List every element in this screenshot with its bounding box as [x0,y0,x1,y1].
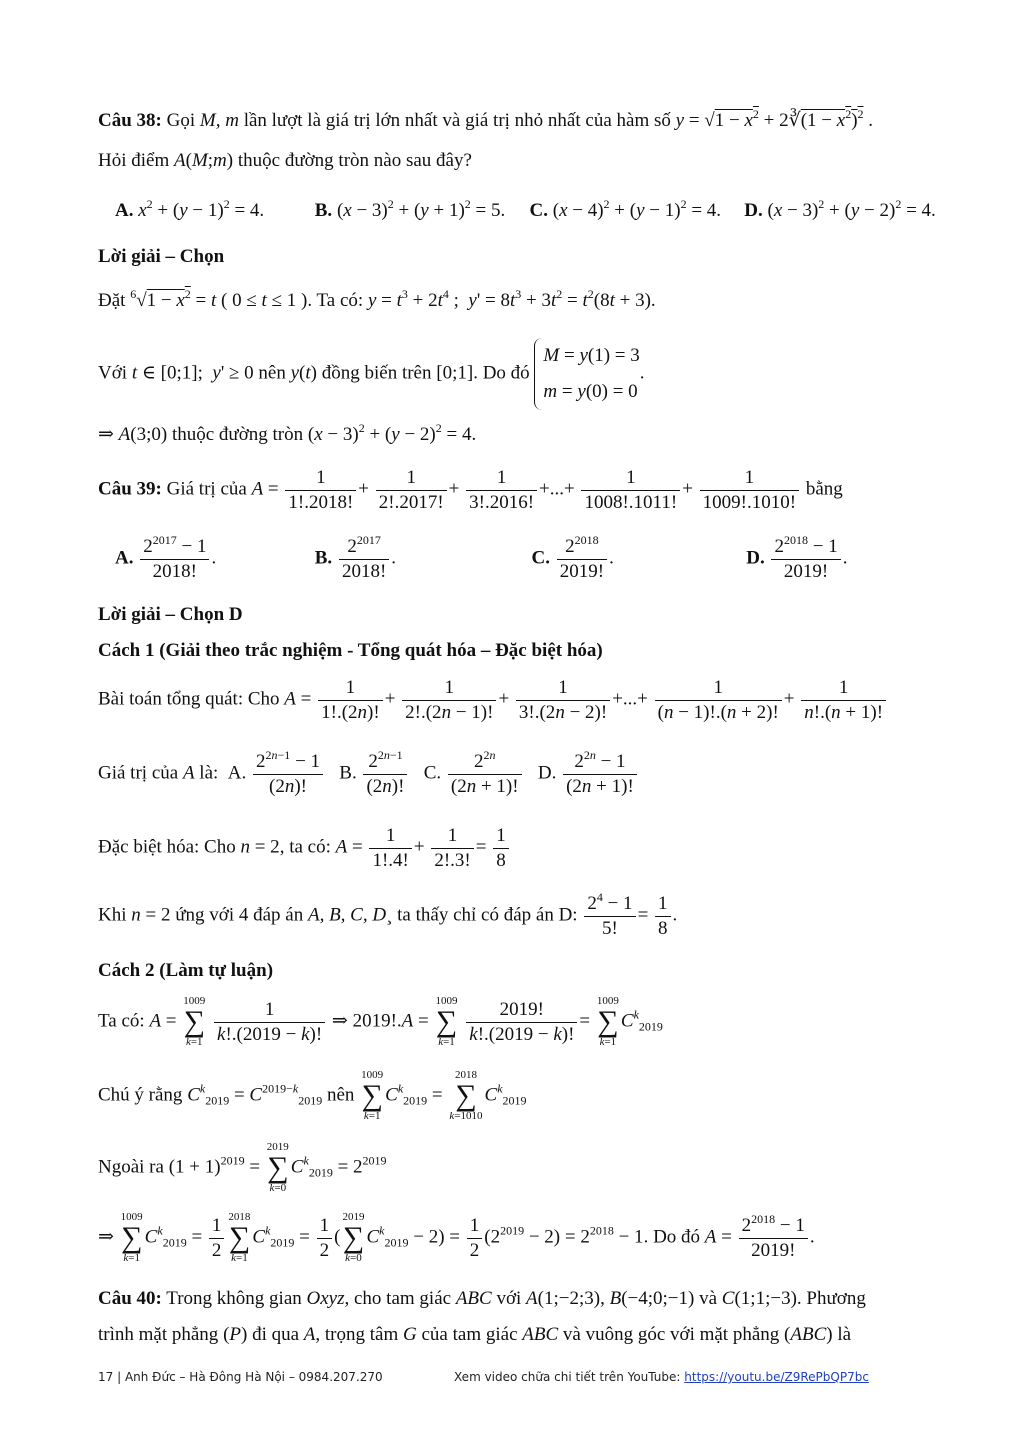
q38-monotonic: Với t ∈ [0;1]; y' ≥ 0 nên y(t) đồng biến trên [0;1]. Do đó M = y(1) = 3 m = y(0) = 0. [98,338,954,410]
q40-statement: Câu 40: Trong không gian Oxyz, cho tam giác ABC với A(1;−2;3), B(−4;0;−1) và C(1;1;−3). Phương [98,1288,866,1309]
footer-right: Xem video chữa chi tiết trên YouTube: https://youtu.be/Z9RePbQP7bc [454,1370,869,1384]
q38-solution-heading: Lời giải – Chọn [98,246,225,267]
q39-label: Câu 39: [98,478,162,500]
q38-statement: Câu 38: Gọi M, m lần lượt là giá trị lớn nhất và giá trị nhỏ nhất của hàm số $y = √1 - x^2$ + 2∛(1 − $x^2)^2$ . [98,107,874,131]
q39-statement: Câu 39: Giá trị của A = $\frac{1}{1!.2018!}$ + $\frac{1}{2!.2017!}$ + $\frac{1}{3!.2016!}$ +...+ $\frac{1}{1008!.1011!}$ + $\frac{1}{1009!.1010!}$ bằng [98,467,843,513]
q39-method2-heading: Cách 2 (Làm tự luận) [98,960,274,981]
q38-conclusion: ⇒ A(3;0) thuộc đường tròn $(x - 3)^2 + (y - 2)^2 = 4$. [98,421,477,445]
q39-method2-step2: Chú ý rằng $C^k_{2019} = C^{2019-k}_{2019}$ nên 1009 ∑ k=1 $C^k_{2019}$ = 2018 ∑ k=1010 $C^k_{2019}$ [98,1069,527,1122]
q38-statement-2: Hỏi điểm A(M;m) thuộc đường tròn nào sau đây? [98,150,472,171]
q39-method2-step1: Ta có: A = 1009 ∑ k=1 $\frac{1}{k!.(2019 - k)!}$ ⇒ 2019!.A = 1009 ∑ k=1 $\frac{2019!}{k!.(2019 - k)!}$ = 1009 ∑ k=1 $C^k_{2019}$ [98,995,663,1048]
page-footer [98,1370,954,1384]
q38-options: A. $x^2 + (y - 1)^2 = 4$. B. $(x - 3)^2 + (y + 1)^2 = 5$. C. $(x - 4)^2 + (y - 1)^2 = 4$. D. $(x - 3)^2 + (y - 2)^2 = 4$. [115,197,936,221]
q39-method1-heading: Cách 1 (Giải theo trắc nghiệm - Tổng quát hóa – Đặc biệt hóa) [98,640,603,661]
q40-label: Câu 40: [98,1288,162,1309]
q39-special-check: Khi n = 2 ứng với 4 đáp án A, B, C, D¸ ta thấy chỉ có đáp án D: $\frac{2^4 - 1}{5!}$ = $\frac{1}{8}$ . [98,890,678,939]
q39-method2-step4: ⇒ 1009 ∑ k=1 $C^k_{2019}$ = $\frac{1}{2}$ 2018 ∑ k=1 $C^k_{2019}$ = $\frac{1}{2}$ ( 2019 ∑ k=0 $C^k_{2019} - 2$) = $\frac{1}{2}$ $(2^{2019} - 2) = 2^{2018} - 1$. Do đó A = $\frac{2^{2018} - 1}{2019!}$ . [98,1211,815,1264]
q39-general-problem: Bài toán tổng quát: Cho A = $\frac{1}{1!.(2n)!}$ + $\frac{1}{2!.(2n - 1)!}$ + $\frac{1}{3!.(2n - 2)!}$ +...+ $\frac{1}{(n - 1)!.(n + 2)!}$ + $\frac{1}{n!.(n + 1)!}$ [98,676,954,725]
q39-options: A. $\frac{2^{2017} - 1}{2018!}$ . B. $\frac{2^{2017}}{2018!}$ . C. $\frac{2^{2018}}{2019!}$ . D. $\frac{2^{2018} - 1}{2019!}$ . [115,533,848,582]
q39-general-options: Giá trị của A là: A. $\frac{2^{2n-1} - 1}{(2n)!}$ B. $\frac{2^{2n-1}}{(2n)!}$ C. $\frac{2^{2n}}{(2n + 1)!}$ D. $\frac{2^{2n} - 1}{(2n + 1)!}$ [98,750,954,799]
q40-statement-2: trình mặt phẳng (P) đi qua A, trọng tâm G của tam giác ABC và vuông góc với mặt phẳng (ABC) là [98,1324,852,1345]
q39-solution-heading: Lời giải – Chọn D [98,604,243,625]
footer-left: 17 | Anh Đức – Hà Đông Hà Nội – 0984.207.270 [98,1370,383,1384]
q39-special-case: Đặc biệt hóa: Cho n = 2, ta có: A = $\frac{1}{1!.4!}$ + $\frac{1}{2!.3!}$ = $\frac{1}{8}$ [98,824,954,873]
q38-substitution: Đặt $^6√1 - x^2 = t$ ( 0 ≤ t ≤ 1 ). Ta có: $y = t^3 + 2t^4$ ; $y' = 8t^3 + 3t^2 = t^2(8t + 3)$. [98,287,656,311]
q39-method2-step3: Ngoài ra $(1 + 1)^{2019}$ = 2019 ∑ k=0 $C^k_{2019} = 2^{2019}$ [98,1141,387,1194]
youtube-link[interactable]: https://youtu.be/Z9RePbQP7bc [684,1370,869,1384]
q38-label: Câu 38: [98,110,162,131]
